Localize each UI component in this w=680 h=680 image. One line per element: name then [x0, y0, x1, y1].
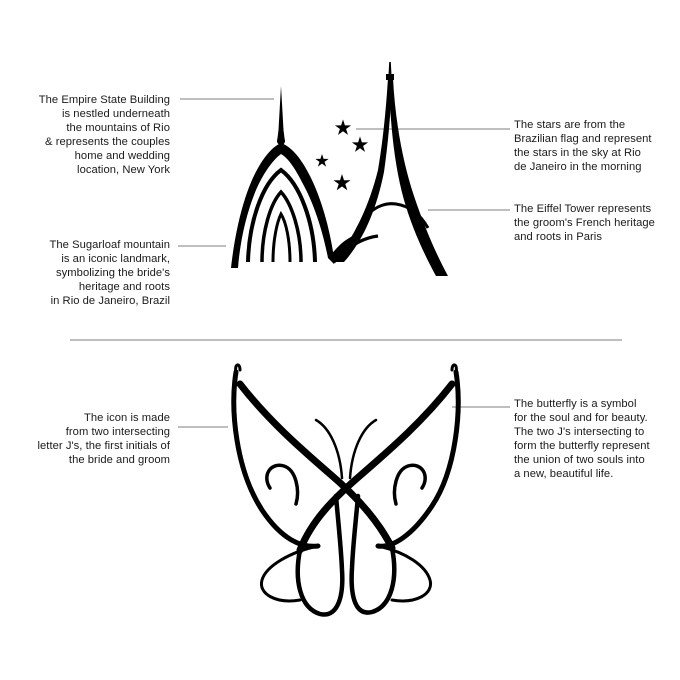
butterfly-logo-icon: [234, 365, 458, 615]
empire-state-note: The Empire State Building is nestled underneath the mountains of Rio & represents the couples home and wedding location, New York: [38, 94, 170, 176]
leader-lines: [178, 99, 510, 427]
eiffel-tower-right-leg: [389, 78, 448, 276]
icon-note: The icon is made from two intersecting letter J's, the first initials of the bride and groom: [37, 412, 170, 466]
butterfly-left-stroke: [234, 372, 318, 546]
butterfly-left-wing-curl: [267, 465, 298, 504]
stars-group: [315, 120, 368, 191]
butterfly-lower-right-sweep: [378, 546, 431, 601]
butterfly-right-wing-curl: [395, 465, 426, 504]
sugarloaf-note: The Sugarloaf mountain is an iconic landmark, symbolizing the bride's heritage and roots in Rio de Janeiro, Brazil: [49, 239, 170, 307]
empire-state-spire-tip: [277, 137, 285, 145]
butterfly-lower-left-sweep: [261, 546, 318, 601]
star-icon: [333, 174, 350, 190]
butterfly-note: The butterfly is a symbol for the soul and for beauty. The two J's intersecting to form the butterfly represent the union of two souls into a new, beautiful life.: [514, 398, 650, 480]
empire-state-arch-inner: [273, 214, 290, 262]
stars-note: The stars are from the Brazilian flag and represent the stars in the sky at Rio de Janeiro in the morning: [514, 119, 652, 173]
butterfly-right-stroke: [378, 372, 458, 546]
star-icon: [335, 120, 351, 135]
empire-state-spire: [277, 86, 285, 142]
empire-state-arch-middle: [262, 192, 301, 262]
eiffel-tower-note: The Eiffel Tower represents the groom's French heritage and roots in Paris: [514, 203, 655, 243]
eiffel-tower-left-leg: [334, 78, 392, 262]
star-icon: [315, 154, 328, 167]
star-icon: [352, 137, 368, 152]
eiffel-tower-antenna: [389, 62, 392, 75]
sugarloaf-mountain-shape: [231, 143, 334, 268]
skyline-logo-icon: [231, 62, 448, 276]
